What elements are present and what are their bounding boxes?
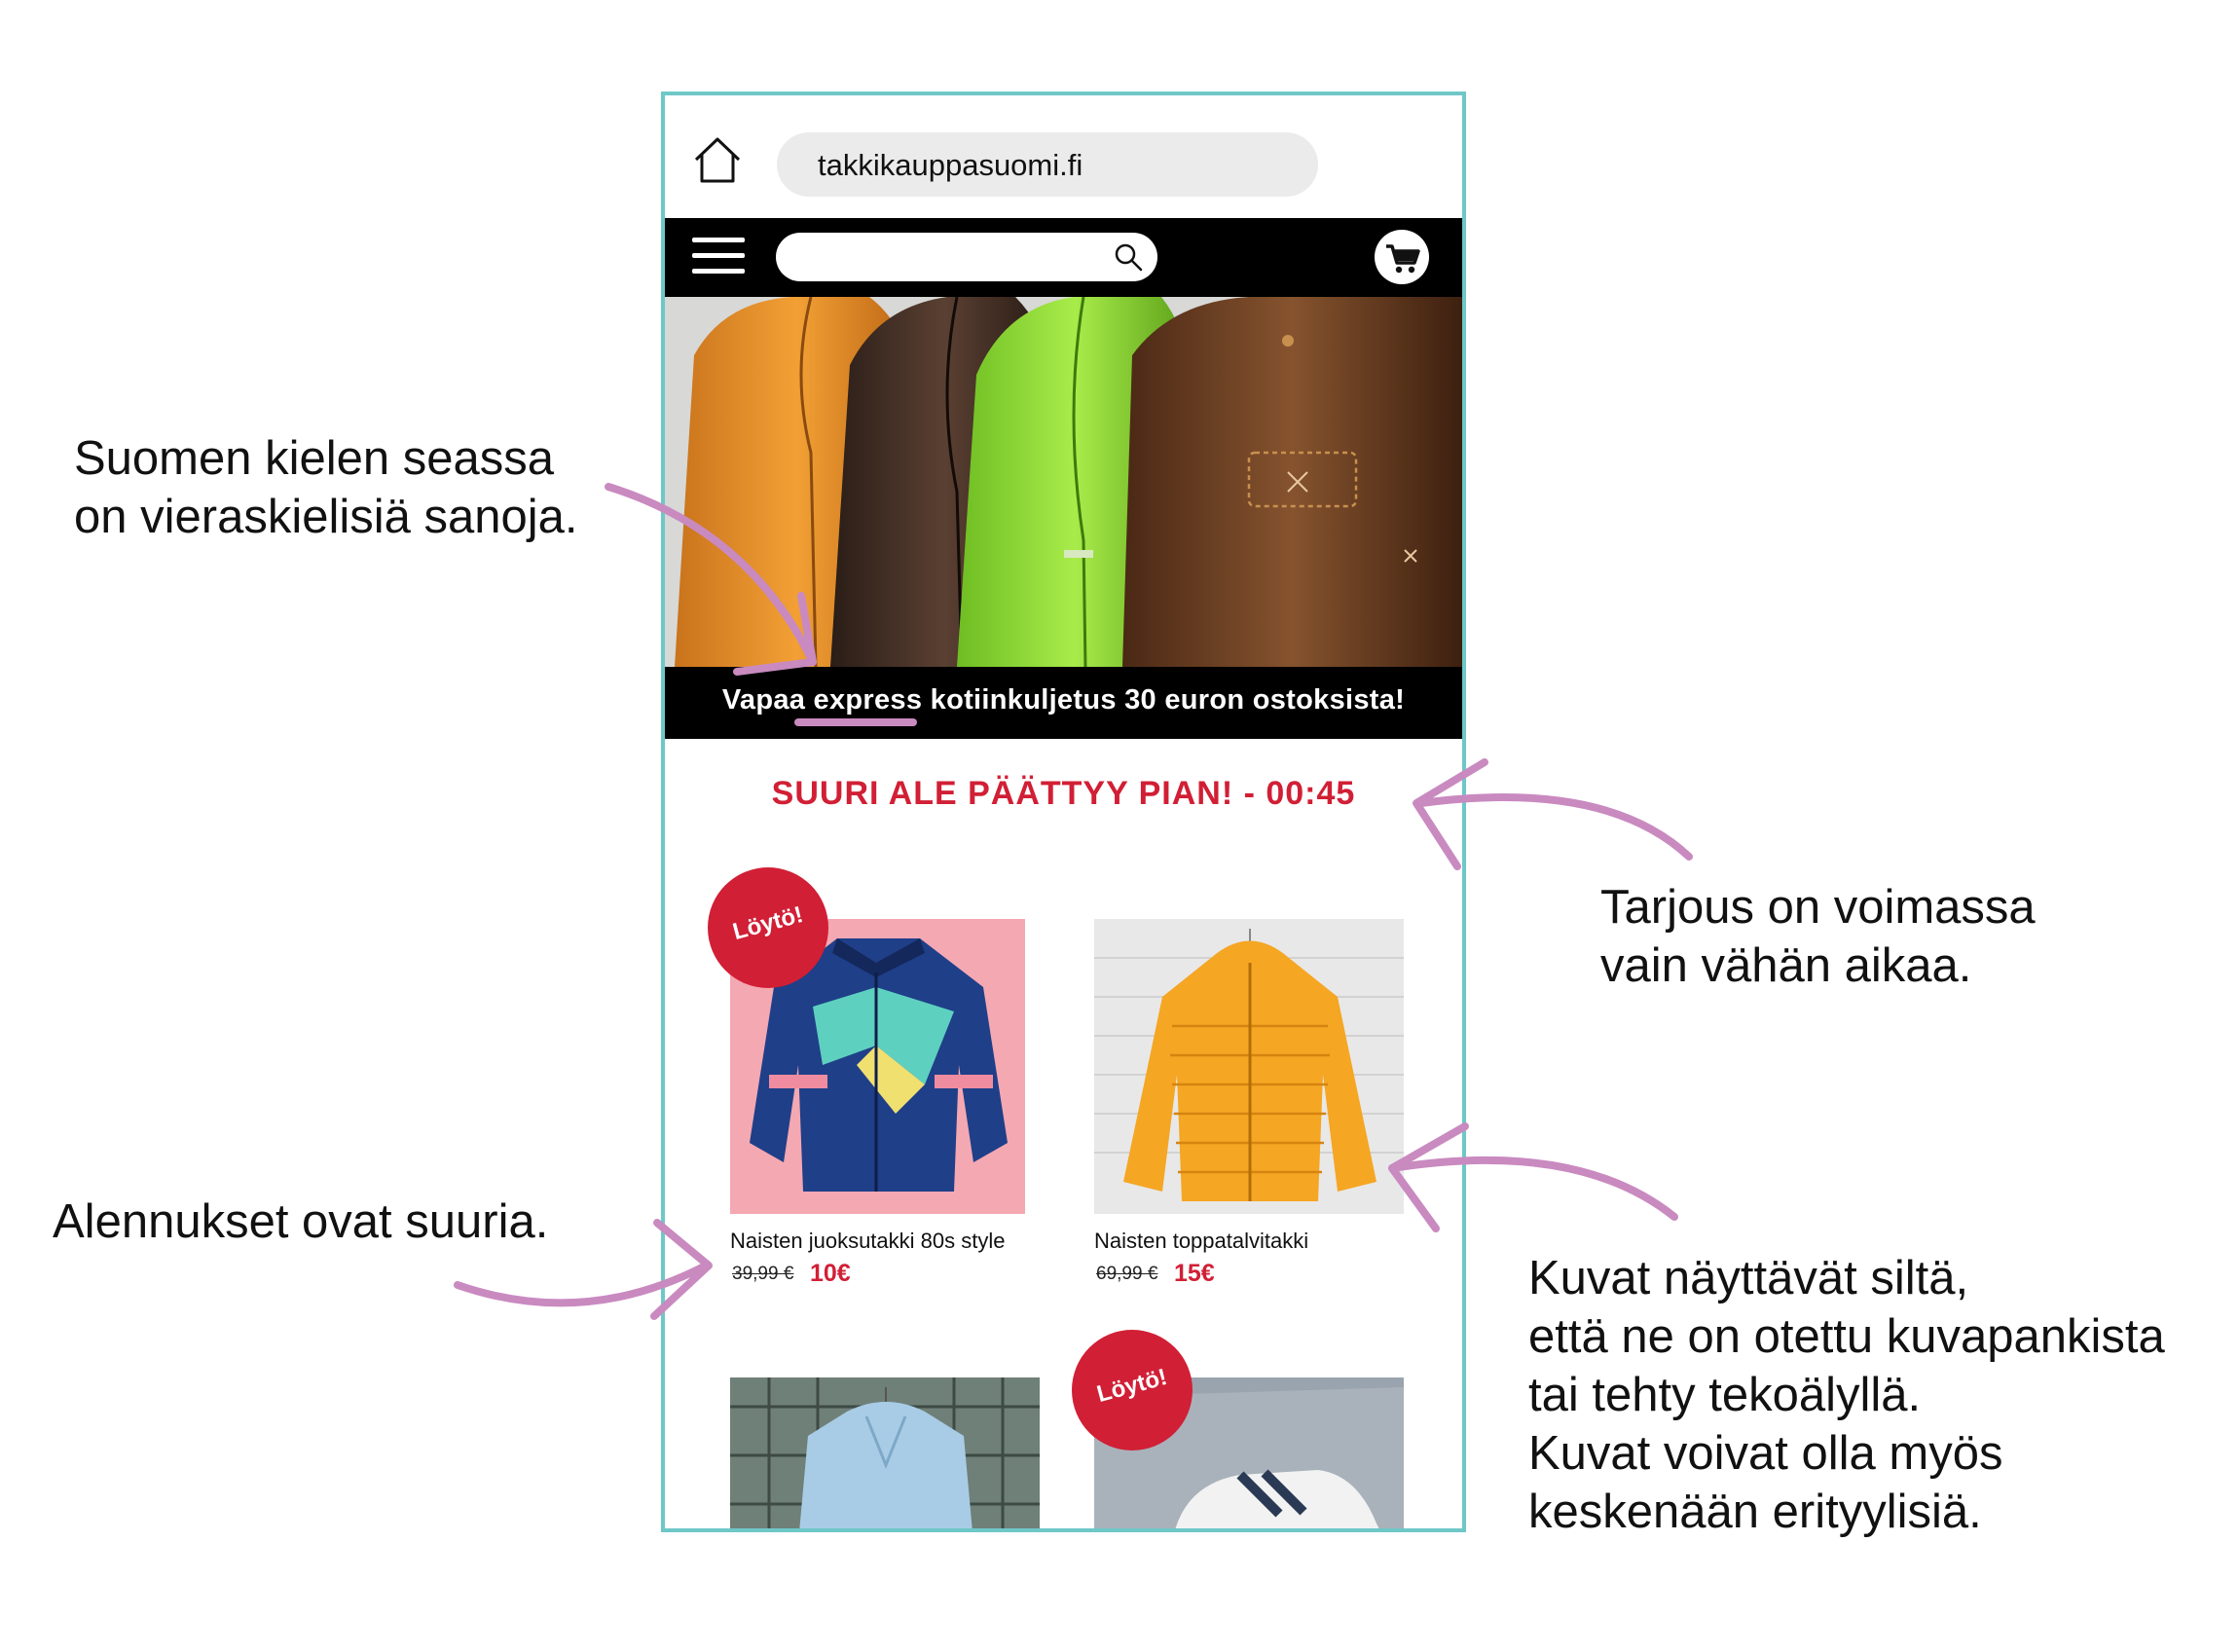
annotation-line: Tarjous on voimassa: [1600, 881, 2036, 934]
free-shipping-bar: [665, 667, 1462, 739]
sale-countdown-banner: SUURI ALE PÄÄTTYY PIAN! - 00:45: [771, 775, 1356, 812]
product-image[interactable]: [730, 1377, 1040, 1532]
product-old-price: 39,99 €: [732, 1264, 794, 1284]
annotation-line: Kuvat voivat olla myös: [1528, 1427, 2003, 1480]
badge-text: Löytö!: [1093, 1363, 1170, 1409]
annotation-line: tai tehty tekoälyllä.: [1528, 1369, 1922, 1421]
home-icon[interactable]: [690, 132, 745, 187]
product-card[interactable]: [1094, 919, 1406, 1299]
free-shipping-text: Vapaa express kotiinkuljetus 30 euron ostoksista!: [721, 684, 1406, 716]
site-nav-bar: [665, 218, 1462, 297]
search-icon[interactable]: [1113, 241, 1144, 273]
product-name[interactable]: Naisten toppatalvitakki: [1094, 1229, 1309, 1253]
annotation-line: Suomen kielen seassa: [74, 432, 555, 485]
browser-address-bar: [665, 95, 1462, 218]
denim-jacket-illustration: [730, 1377, 1040, 1532]
product-old-price: 69,99 €: [1096, 1264, 1158, 1284]
annotation-foreign-words: [74, 429, 578, 546]
annotation-limited-time: [1600, 878, 2036, 995]
product-new-price: 10€: [810, 1260, 851, 1287]
discount-badge: [1072, 1330, 1193, 1450]
product-name[interactable]: Naisten juoksutakki 80s style: [730, 1229, 1006, 1253]
annotation-line: vain vähän aikaa.: [1600, 939, 1972, 992]
annotation-line: keskenään erityylisiä.: [1528, 1486, 1982, 1538]
hero-jackets-image: [665, 297, 1462, 667]
search-input[interactable]: [776, 233, 1157, 281]
puffer-jacket-illustration: [1094, 919, 1404, 1214]
discount-badge: [708, 867, 828, 988]
product-new-price: 15€: [1174, 1260, 1215, 1287]
hero-jackets-illustration: [665, 297, 1462, 667]
phone-frame: [661, 92, 1466, 1532]
product-card[interactable]: [730, 1377, 1040, 1532]
menu-icon[interactable]: [692, 238, 745, 278]
badge-text: Löytö!: [729, 900, 806, 946]
product-image[interactable]: [1094, 919, 1404, 1214]
cart-icon[interactable]: [1375, 230, 1429, 284]
url-text: takkikauppasuomi.fi: [818, 148, 1083, 182]
annotation-line: että ne on otettu kuvapankista: [1528, 1310, 2165, 1363]
annotation-line: on vieraskielisiä sanoja.: [74, 491, 578, 543]
url-field[interactable]: [777, 132, 1318, 197]
annotation-line: Alennukset ovat suuria.: [53, 1195, 549, 1248]
annotation-stock-images: [1528, 1249, 2165, 1541]
annotation-line: Kuvat näyttävät siltä,: [1528, 1252, 1969, 1304]
annotation-big-discounts: [53, 1193, 548, 1251]
